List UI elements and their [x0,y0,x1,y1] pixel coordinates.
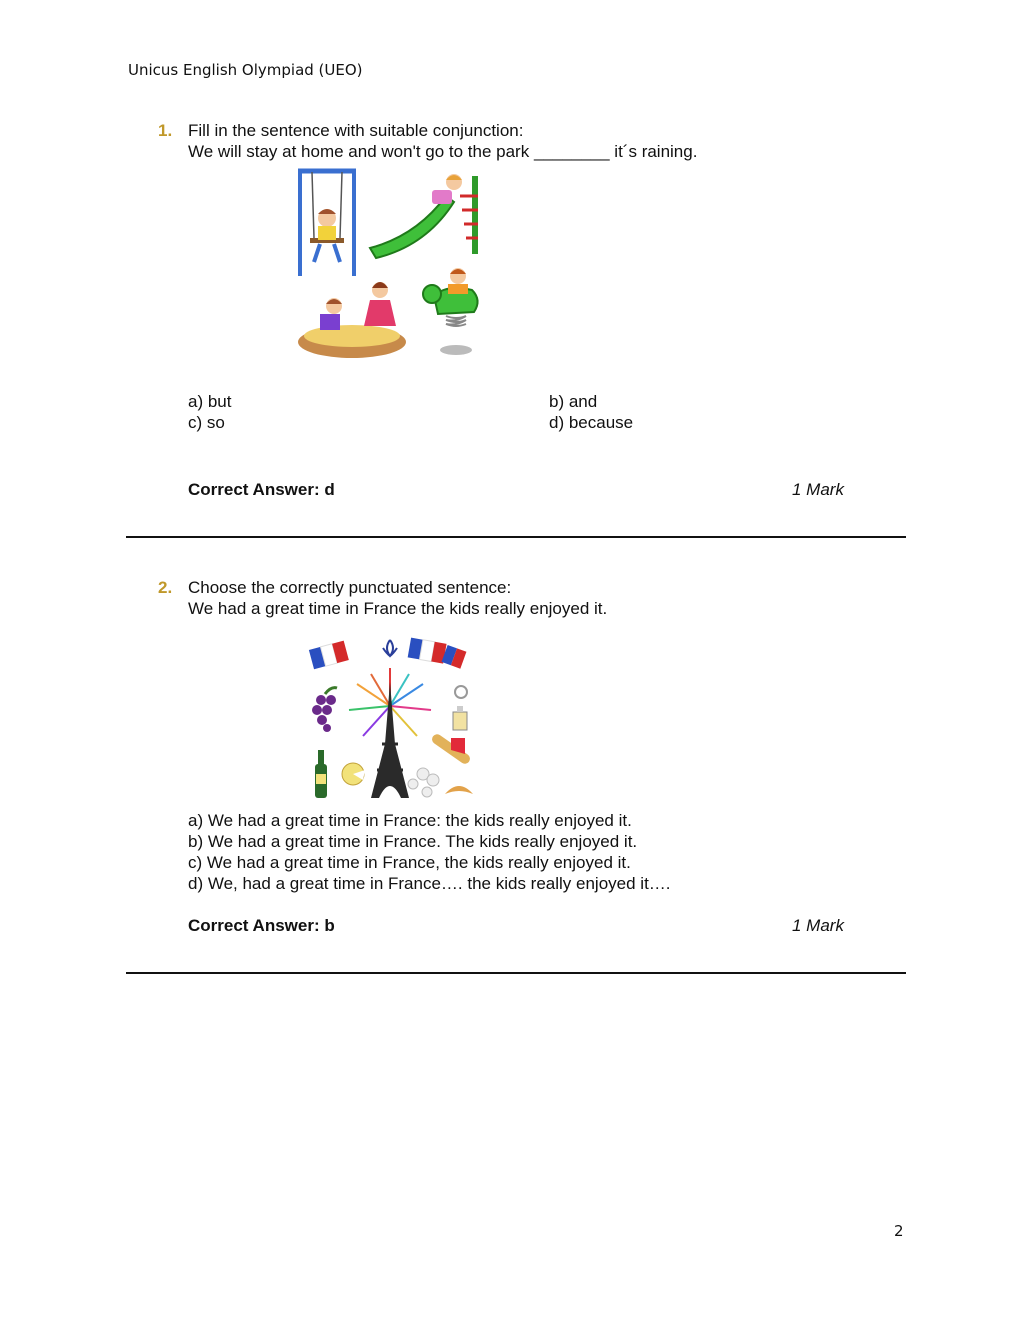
document-header: Unicus English Olympiad (UEO) [128,61,363,79]
question-sentence: We had a great time in France the kids really enjoyed it. [188,599,608,618]
mark-value: 1 Mark [792,916,844,935]
correct-answer: Correct Answer: d [188,480,335,499]
france-collage-illustration-icon [305,634,475,804]
question-number: 2. [158,578,173,597]
option-d: d) We, had a great time in France…. the kids really enjoyed it…. [188,874,671,893]
option-a: a) We had a great time in France: the kids really enjoyed it. [188,811,632,830]
section-divider [126,536,906,538]
option-c: c) so [188,413,225,432]
option-c: c) We had a great time in France, the kids really enjoyed it. [188,853,631,872]
option-a: a) but [188,392,232,411]
question-number: 1. [158,121,173,140]
mark-value: 1 Mark [792,480,844,499]
page-number: 2 [894,1222,904,1240]
option-b: b) and [549,392,598,411]
correct-answer: Correct Answer: b [188,916,335,935]
question-prompt: Choose the correctly punctuated sentence: [188,578,512,597]
option-b: b) We had a great time in France. The kids really enjoyed it. [188,832,638,851]
playground-illustration-icon [296,166,492,362]
section-divider [126,972,906,974]
question-sentence: We will stay at home and won't go to the park ________ it´s raining. [188,142,698,161]
option-d: d) because [549,413,634,432]
question-prompt: Fill in the sentence with suitable conjunction: [188,121,524,140]
